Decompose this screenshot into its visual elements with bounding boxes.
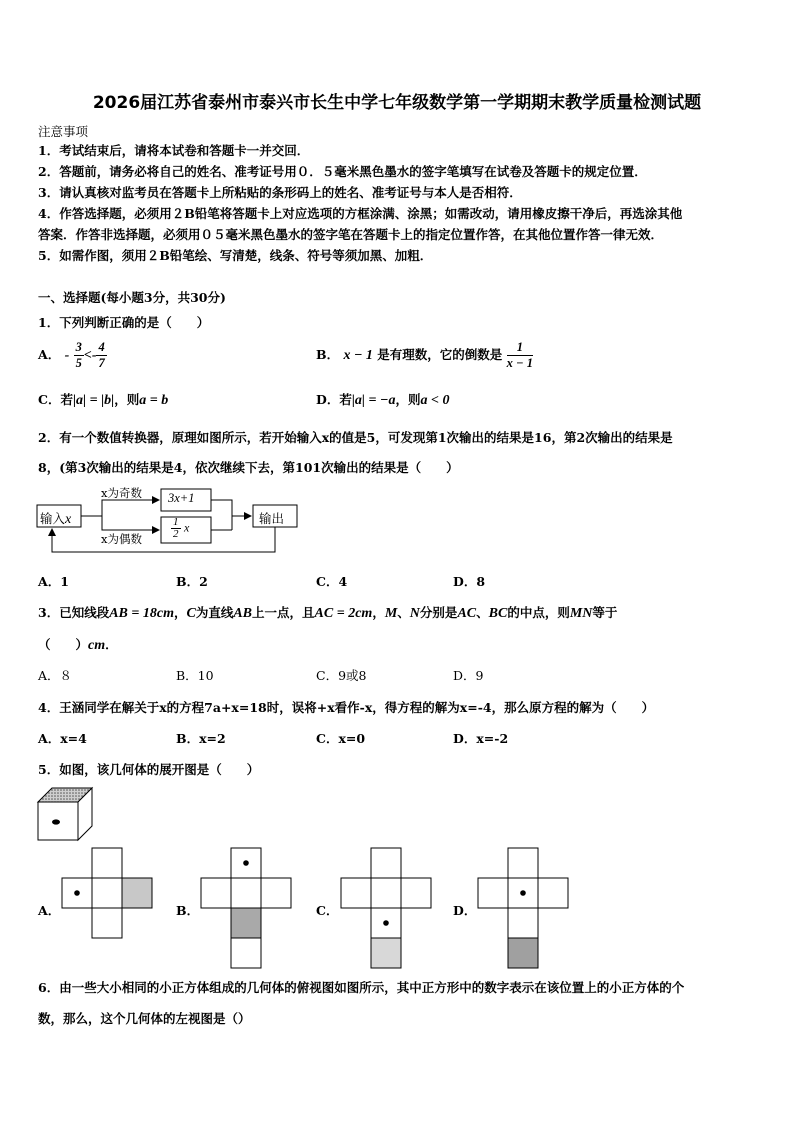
q3-option-d: D．9: [453, 668, 484, 683]
q1-option-b: B． x − 1 是有理数，它的倒数是 $\frac{1}{x - 1}$: [316, 340, 533, 370]
q4-option-a: A．x=4: [38, 731, 87, 746]
q4-option-c: C．x=0: [316, 731, 366, 746]
q3-option-a: A．８: [38, 668, 73, 683]
net-option-a: [60, 847, 154, 941]
q2-option-c: C．4: [316, 574, 348, 589]
q1-option-c: C．若|a| = |b|，则a = b: [38, 392, 169, 408]
net-option-b: [199, 847, 293, 971]
notice-item: 2．答题前，请务必将自己的姓名、准考证号用０．５毫米黑色墨水的签字笔填写在试卷及答题卡的规定位置．: [38, 164, 647, 179]
op-half-x: $\frac{1}{2}$ x: [173, 516, 190, 540]
q3-line2: （ ）cm．: [38, 637, 118, 653]
q5-stem: 5．如图，该几何体的展开图是（ ）: [38, 762, 260, 777]
even-branch-label: x为偶数: [101, 532, 142, 546]
q1-option-a: A． - $\frac{3}{5}$ <- $\frac{4}{7}$: [38, 340, 105, 370]
q2-line2: 8，(第3次输出的结果是4，依次继续下去，第101次输出的结果是（ ）: [38, 460, 459, 475]
q1-stem: 1．下列判断正确的是（ ）: [38, 315, 210, 330]
q4-option-d: D．x=-2: [453, 731, 509, 746]
q2-option-b: B．2: [176, 574, 208, 589]
net-option-d: [476, 847, 570, 971]
notice-item: 5．如需作图，须用２B铅笔绘、写清楚，线条、符号等须加黑、加粗．: [38, 248, 433, 263]
notice-heading: 注意事项: [38, 124, 89, 139]
q6-line1: 6．由一些大小相同的小正方体组成的几何体的俯视图如图所示，其中正方形中的数字表示在该位置上的小正方体的个: [38, 980, 685, 995]
q5-option-a-label: A．: [38, 903, 61, 918]
odd-branch-label: x为奇数: [101, 486, 142, 500]
q4-option-b: B．x=2: [176, 731, 226, 746]
q2-line1: 2．有一个数值转换器，原理如图所示，若开始输入x的值是5，可发现第1次输出的结果是16，第2次输出的结果是: [38, 430, 673, 445]
cube-figure: [36, 786, 96, 842]
notice-item: 4．作答选择题，必须用２B铅笔将答题卡上对应选项的方框涂满、涂黑；如需改动，请用橡皮擦干净后，再选涂其他: [38, 206, 683, 221]
q3-option-b: B．10: [176, 668, 214, 683]
section-heading: 一、选择题(每小题3分，共30分): [38, 290, 226, 305]
q2-option-a: A．1: [38, 574, 69, 589]
q2-option-d: D．8: [453, 574, 486, 589]
q5-option-d-label: D．: [453, 903, 477, 918]
q1-option-d: D．若|a| = −a，则a < 0: [316, 392, 450, 408]
q5-option-b-label: B．: [176, 903, 200, 918]
q3-option-c: C．9或8: [316, 668, 367, 683]
output-box-label: 输出: [259, 511, 285, 526]
notice-item: 3．请认真核对监考员在答题卡上所粘贴的条形码上的姓名、准考证号与本人是否相符．: [38, 185, 522, 200]
op-3x-plus-1: 3x+1: [168, 491, 195, 505]
notice-item: 答案．作答非选择题，必须用０５毫米黑色墨水的签字笔在答题卡上的指定位置作答，在其他位置作答一律无效．: [38, 227, 664, 242]
notice-item: 1．考试结束后，请将本试卷和答题卡一并交回．: [38, 143, 310, 158]
q6-line2: 数，那么，这个几何体的左视图是（）: [38, 1011, 251, 1026]
q3-line1: 3．已知线段AB = 18cm，C为直线AB上一点，且AC = 2cm，M、N分别是AC、BC的中点，则MN等于: [38, 605, 618, 621]
page-title: 2026届江苏省泰州市泰兴市长生中学七年级数学第一学期期末教学质量检测试题: [92, 93, 702, 113]
q4-stem: 4．王涵同学在解关于x的方程7a+x=18时，误将+x看作-x，得方程的解为x=-4，那么原方程的解为（ ）: [38, 700, 655, 715]
input-box-label: 输入x: [40, 511, 72, 527]
net-option-c: [339, 847, 433, 971]
q5-option-c-label: C．: [316, 903, 339, 918]
